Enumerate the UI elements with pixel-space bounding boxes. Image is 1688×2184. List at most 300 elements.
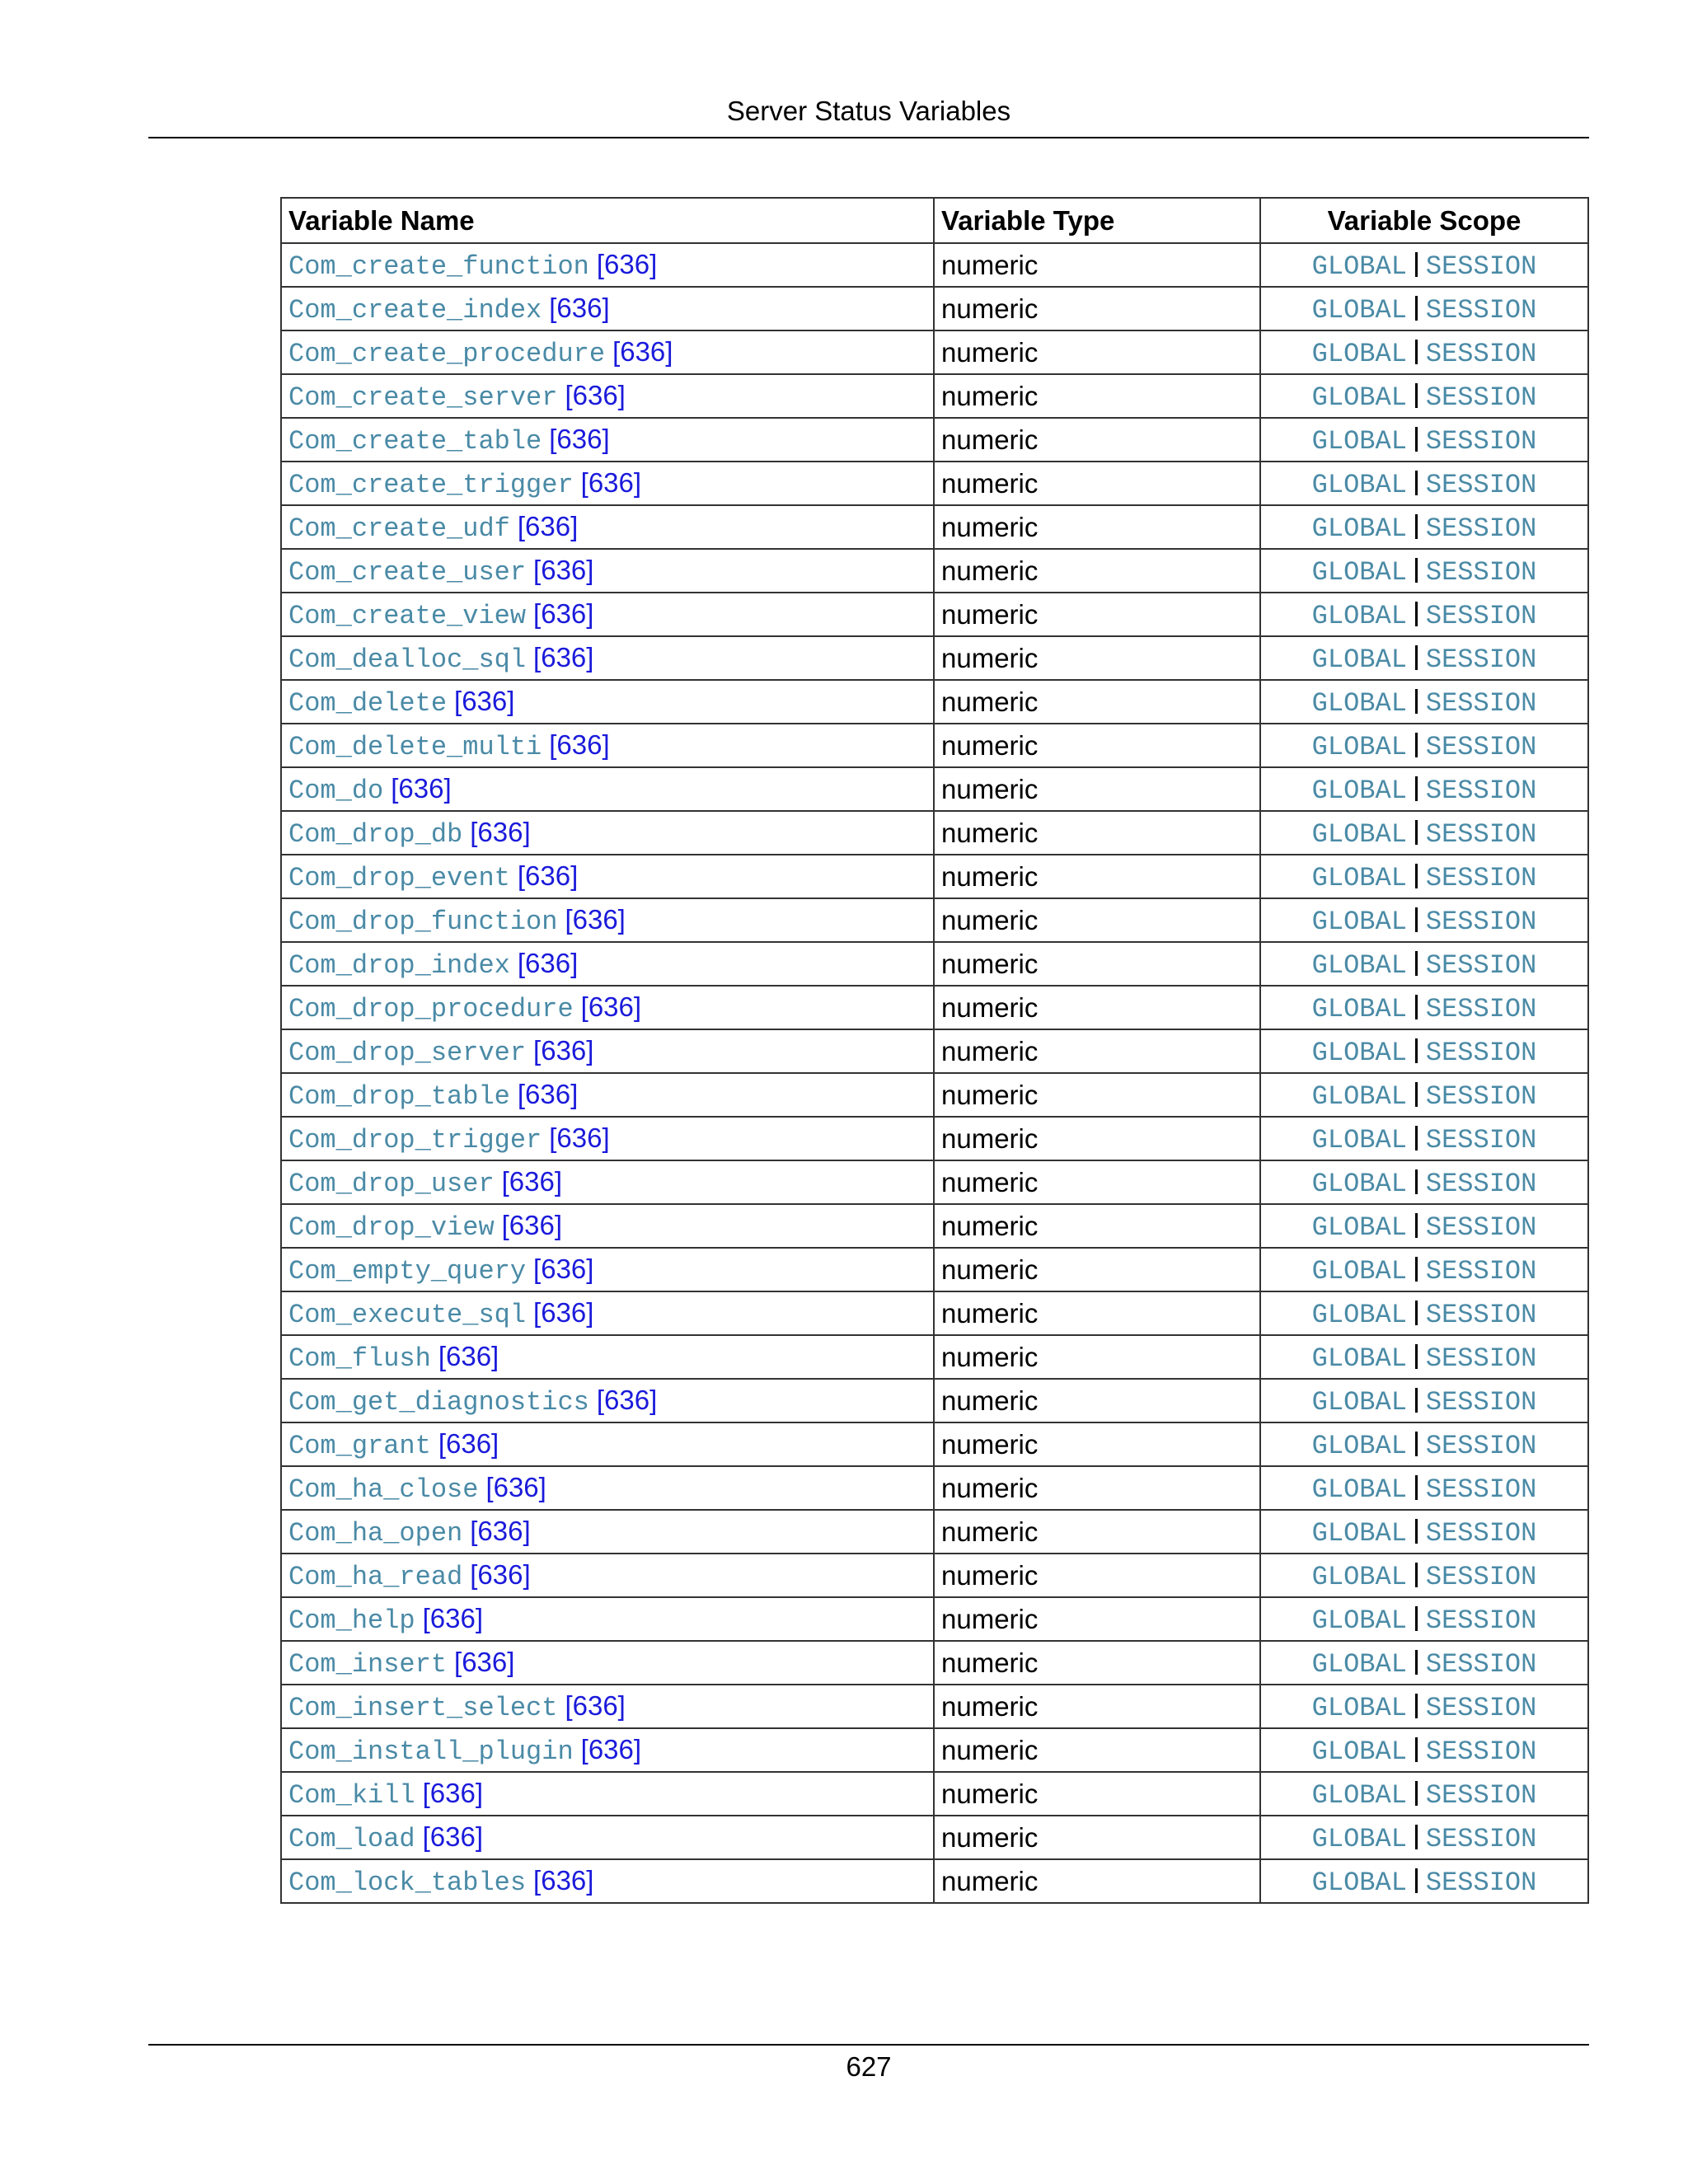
variable-name-cell [281, 1117, 934, 1160]
scope-separator [1415, 296, 1418, 321]
variable-name-link[interactable]: Com_install_plugin [288, 1736, 574, 1767]
variable-type-cell: numeric [934, 1029, 1260, 1073]
scope-global-link[interactable]: GLOBAL [1311, 949, 1407, 981]
page-reference-link[interactable]: [636] [612, 335, 673, 367]
variable-name-link[interactable]: Com_drop_index [288, 949, 510, 981]
variable-type-cell: numeric [934, 1073, 1260, 1117]
scope-global-link[interactable]: GLOBAL [1311, 775, 1407, 806]
variable-type-cell: numeric [934, 1772, 1260, 1816]
scope-session-link[interactable]: SESSION [1425, 1080, 1537, 1112]
variable-type-cell: numeric [934, 330, 1260, 374]
variable-name-cell [281, 549, 934, 593]
scope-separator [1415, 645, 1418, 670]
page-reference-link[interactable]: [636] [580, 466, 642, 498]
variable-name-link[interactable]: Com_create_view [288, 600, 527, 631]
table-row [281, 1073, 1588, 1117]
scope-session-link[interactable]: SESSION [1425, 1430, 1537, 1461]
variable-type-cell: numeric [934, 1816, 1260, 1859]
scope-separator [1415, 907, 1418, 932]
scope-global-link[interactable]: GLOBAL [1311, 1430, 1407, 1461]
variable-name-link[interactable]: Com_create_user [288, 556, 527, 588]
variable-name-cell [281, 1422, 934, 1466]
variable-scope-cell [1260, 1073, 1588, 1117]
scope-separator [1415, 1082, 1418, 1107]
variable-type-cell: numeric [934, 767, 1260, 811]
variable-scope-cell [1260, 1248, 1588, 1291]
variable-scope-cell [1260, 1685, 1588, 1728]
table-row [281, 855, 1588, 898]
page-reference-link[interactable]: [636] [565, 379, 626, 410]
variable-name-link[interactable]: Com_load [288, 1823, 415, 1854]
variable-type-cell: numeric [934, 549, 1260, 593]
scope-session-link[interactable]: SESSION [1425, 1212, 1537, 1243]
variable-scope-cell [1260, 1510, 1588, 1554]
scope-session-link[interactable]: SESSION [1425, 1474, 1537, 1505]
scope-global-link[interactable]: GLOBAL [1311, 1823, 1407, 1854]
scope-global-link[interactable]: GLOBAL [1311, 382, 1407, 413]
variable-name-link[interactable]: Com_insert [288, 1648, 448, 1680]
scope-global-link[interactable]: GLOBAL [1311, 1692, 1407, 1723]
table-row [281, 1160, 1588, 1204]
page-reference-link[interactable]: [636] [391, 772, 452, 804]
page-reference-link[interactable]: [636] [533, 641, 594, 673]
table-row [281, 1029, 1588, 1073]
page-reference-link[interactable]: [636] [596, 1384, 658, 1415]
variable-type-cell: numeric [934, 1379, 1260, 1422]
page-reference-link[interactable]: [636] [517, 1078, 579, 1109]
scope-session-link[interactable]: SESSION [1425, 294, 1537, 326]
scope-separator [1415, 1868, 1418, 1893]
scope-global-link[interactable]: GLOBAL [1311, 338, 1407, 369]
page-reference-link[interactable]: [636] [438, 1427, 499, 1459]
scope-session-link[interactable]: SESSION [1425, 1823, 1537, 1854]
variable-name-link[interactable]: Com_delete_multi [288, 731, 542, 762]
variable-name-cell [281, 855, 934, 898]
scope-separator [1415, 1257, 1418, 1282]
variable-name-cell [281, 724, 934, 767]
page-reference-link[interactable]: [636] [549, 292, 610, 323]
scope-global-link[interactable]: GLOBAL [1311, 906, 1407, 937]
scope-session-link[interactable]: SESSION [1425, 644, 1537, 675]
variable-name-cell [281, 1204, 934, 1248]
variable-type-cell: numeric [934, 1597, 1260, 1641]
scope-session-link[interactable]: SESSION [1425, 1255, 1537, 1286]
page-reference-link[interactable]: [636] [549, 423, 610, 454]
variable-name-link[interactable]: Com_drop_table [288, 1080, 510, 1112]
variable-scope-cell [1260, 1379, 1588, 1422]
variable-name-link[interactable]: Com_create_procedure [288, 338, 606, 369]
variable-name-cell [281, 1816, 934, 1859]
page-reference-link[interactable]: [636] [533, 598, 594, 629]
variable-scope-cell [1260, 505, 1588, 549]
variable-name-cell [281, 767, 934, 811]
scope-global-link[interactable]: GLOBAL [1311, 1561, 1407, 1592]
scope-global-link[interactable]: GLOBAL [1311, 862, 1407, 893]
table-row [281, 1728, 1588, 1772]
scope-separator [1415, 602, 1418, 626]
table-row [281, 680, 1588, 724]
scope-session-link[interactable]: SESSION [1425, 906, 1537, 937]
table-row [281, 418, 1588, 462]
variable-name-cell [281, 1597, 934, 1641]
scope-separator [1415, 1388, 1418, 1413]
scope-session-link[interactable]: SESSION [1425, 425, 1537, 457]
variable-scope-cell [1260, 855, 1588, 898]
scope-global-link[interactable]: GLOBAL [1311, 600, 1407, 631]
variable-name-link[interactable]: Com_drop_user [288, 1168, 495, 1199]
scope-session-link[interactable]: SESSION [1425, 1037, 1537, 1068]
page-reference-link[interactable]: [636] [501, 1209, 563, 1240]
column-header-variable-name: Variable Name [281, 198, 934, 243]
variable-scope-cell [1260, 811, 1588, 855]
variable-name-link[interactable]: Com_delete [288, 687, 448, 719]
variable-name-link[interactable]: Com_drop_function [288, 906, 558, 937]
page-reference-link[interactable]: [636] [422, 1821, 484, 1852]
variable-name-link[interactable]: Com_create_index [288, 294, 542, 326]
scope-separator [1415, 1169, 1418, 1194]
variable-scope-cell [1260, 418, 1588, 462]
variable-type-cell: numeric [934, 1641, 1260, 1685]
table-row [281, 1510, 1588, 1554]
page-reference-link[interactable]: [636] [533, 1034, 594, 1066]
variable-name-link[interactable]: Com_create_udf [288, 513, 510, 544]
scope-session-link[interactable]: SESSION [1425, 1517, 1537, 1549]
table-row [281, 1117, 1588, 1160]
scope-global-link[interactable]: GLOBAL [1311, 1474, 1407, 1505]
scope-global-link[interactable]: GLOBAL [1311, 1080, 1407, 1112]
variable-name-link[interactable]: Com_ha_read [288, 1561, 463, 1592]
variable-name-cell [281, 680, 934, 724]
table-row [281, 1554, 1588, 1597]
variable-scope-cell [1260, 330, 1588, 374]
variable-name-link[interactable]: Com_do [288, 775, 384, 806]
scope-separator [1415, 864, 1418, 888]
variable-scope-cell [1260, 1728, 1588, 1772]
table-row [281, 330, 1588, 374]
variable-scope-cell [1260, 1554, 1588, 1597]
variable-name-cell [281, 1728, 934, 1772]
variable-name-link[interactable]: Com_get_diagnostics [288, 1386, 589, 1418]
scope-global-link[interactable]: GLOBAL [1311, 1736, 1407, 1767]
variable-type-cell: numeric [934, 1422, 1260, 1466]
table-row [281, 374, 1588, 418]
scope-global-link[interactable]: GLOBAL [1311, 556, 1407, 588]
page-reference-link[interactable]: [636] [517, 510, 579, 541]
scope-separator [1415, 1563, 1418, 1587]
page-reference-link[interactable]: [636] [454, 685, 515, 716]
variable-name-link[interactable]: Com_execute_sql [288, 1299, 527, 1330]
scope-session-link[interactable]: SESSION [1425, 1736, 1537, 1767]
table-row [281, 1641, 1588, 1685]
variable-name-cell [281, 1554, 934, 1597]
table-row [281, 1379, 1588, 1422]
scope-session-link[interactable]: SESSION [1425, 1779, 1537, 1811]
page-reference-link[interactable]: [636] [485, 1471, 546, 1502]
scope-session-link[interactable]: SESSION [1425, 687, 1537, 719]
table-row [281, 1335, 1588, 1379]
variable-type-cell: numeric [934, 1117, 1260, 1160]
scope-global-link[interactable]: GLOBAL [1311, 731, 1407, 762]
table-row [281, 811, 1588, 855]
table-row [281, 462, 1588, 505]
variable-scope-cell [1260, 1859, 1588, 1903]
variable-name-link[interactable]: Com_create_table [288, 425, 542, 457]
table-row [281, 549, 1588, 593]
page-reference-link[interactable]: [636] [580, 1733, 642, 1765]
scope-global-link[interactable]: GLOBAL [1311, 1299, 1407, 1330]
page-reference-link[interactable]: [636] [549, 1122, 610, 1153]
scope-session-link[interactable]: SESSION [1425, 993, 1537, 1024]
variable-name-cell [281, 505, 934, 549]
scope-global-link[interactable]: GLOBAL [1311, 294, 1407, 326]
page-reference-link[interactable]: [636] [517, 860, 579, 891]
table-row [281, 1772, 1588, 1816]
scope-session-link[interactable]: SESSION [1425, 1124, 1537, 1155]
variable-name-link[interactable]: Com_kill [288, 1779, 415, 1811]
variable-type-cell: numeric [934, 1466, 1260, 1510]
variable-type-cell: numeric [934, 1335, 1260, 1379]
variable-scope-cell [1260, 1117, 1588, 1160]
table-row [281, 1597, 1588, 1641]
scope-global-link[interactable]: GLOBAL [1311, 1212, 1407, 1243]
variable-name-cell [281, 1859, 934, 1903]
variable-type-cell: numeric [934, 680, 1260, 724]
variable-name-link[interactable]: Com_empty_query [288, 1255, 527, 1286]
variable-name-cell [281, 418, 934, 462]
scope-session-link[interactable]: SESSION [1425, 1299, 1537, 1330]
scope-global-link[interactable]: GLOBAL [1311, 1255, 1407, 1286]
variable-name-link[interactable]: Com_ha_open [288, 1517, 463, 1549]
variable-name-cell [281, 1772, 934, 1816]
variable-name-cell [281, 942, 934, 986]
page-reference-link[interactable]: [636] [533, 554, 594, 585]
table-row [281, 593, 1588, 636]
page-reference-link[interactable]: [636] [438, 1340, 499, 1371]
scope-global-link[interactable]: GLOBAL [1311, 687, 1407, 719]
table-row [281, 287, 1588, 330]
scope-global-link[interactable]: GLOBAL [1311, 1648, 1407, 1680]
scope-session-link[interactable]: SESSION [1425, 469, 1537, 500]
scope-session-link[interactable]: SESSION [1425, 600, 1537, 631]
variable-type-cell: numeric [934, 593, 1260, 636]
scope-separator [1415, 689, 1418, 714]
variable-type-cell: numeric [934, 1160, 1260, 1204]
scope-global-link[interactable]: GLOBAL [1311, 1779, 1407, 1811]
table-row [281, 898, 1588, 942]
page-reference-link[interactable]: [636] [596, 248, 658, 279]
scope-separator [1415, 1301, 1418, 1325]
scope-session-link[interactable]: SESSION [1425, 949, 1537, 981]
variable-name-link[interactable]: Com_drop_event [288, 862, 510, 893]
scope-separator [1415, 1432, 1418, 1456]
page-reference-link[interactable]: [636] [517, 947, 579, 978]
scope-separator [1415, 995, 1418, 1019]
variable-name-link[interactable]: Com_flush [288, 1343, 431, 1374]
page-reference-link[interactable]: [636] [533, 1864, 594, 1896]
table-row [281, 1422, 1588, 1466]
variable-name-link[interactable]: Com_drop_server [288, 1037, 527, 1068]
variable-name-cell [281, 1248, 934, 1291]
variable-scope-cell [1260, 1204, 1588, 1248]
page-reference-link[interactable]: [636] [565, 1690, 626, 1721]
page-reference-link[interactable]: [636] [549, 729, 610, 760]
scope-separator [1415, 1606, 1418, 1631]
header-divider [148, 137, 1589, 138]
variable-scope-cell [1260, 1029, 1588, 1073]
variable-name-cell [281, 1641, 934, 1685]
page-reference-link[interactable]: [636] [470, 816, 531, 847]
variable-type-cell: numeric [934, 1204, 1260, 1248]
scope-separator [1415, 471, 1418, 495]
table-row [281, 942, 1588, 986]
page-reference-link[interactable]: [636] [422, 1777, 484, 1808]
scope-global-link[interactable]: GLOBAL [1311, 1605, 1407, 1636]
variable-name-link[interactable]: Com_help [288, 1605, 415, 1636]
variable-name-link[interactable]: Com_drop_db [288, 818, 463, 850]
page-reference-link[interactable]: [636] [422, 1602, 484, 1633]
table-row [281, 243, 1588, 287]
variable-scope-cell [1260, 243, 1588, 287]
scope-session-link[interactable]: SESSION [1425, 731, 1537, 762]
scope-session-link[interactable]: SESSION [1425, 1168, 1537, 1199]
variable-type-cell: numeric [934, 374, 1260, 418]
scope-global-link[interactable]: GLOBAL [1311, 1343, 1407, 1374]
column-header-variable-type: Variable Type [934, 198, 1260, 243]
scope-session-link[interactable]: SESSION [1425, 1386, 1537, 1418]
page-reference-link[interactable]: [636] [470, 1558, 531, 1590]
page-reference-link[interactable]: [636] [533, 1296, 594, 1328]
table-row [281, 1248, 1588, 1291]
variable-name-link[interactable]: Com_drop_procedure [288, 993, 574, 1024]
table-row [281, 636, 1588, 680]
scope-session-link[interactable]: SESSION [1425, 1648, 1537, 1680]
page-reference-link[interactable]: [636] [565, 903, 626, 935]
variable-scope-cell [1260, 593, 1588, 636]
scope-separator [1415, 514, 1418, 539]
scope-global-link[interactable]: GLOBAL [1311, 993, 1407, 1024]
variable-scope-cell [1260, 1335, 1588, 1379]
scope-global-link[interactable]: GLOBAL [1311, 1386, 1407, 1418]
variable-name-link[interactable]: Com_dealloc_sql [288, 644, 527, 675]
scope-global-link[interactable]: GLOBAL [1311, 1168, 1407, 1199]
variable-name-cell [281, 374, 934, 418]
page-reference-link[interactable]: [636] [580, 991, 642, 1022]
variable-name-link[interactable]: Com_grant [288, 1430, 431, 1461]
table-row [281, 1466, 1588, 1510]
variable-type-cell: numeric [934, 462, 1260, 505]
scope-global-link[interactable]: GLOBAL [1311, 1517, 1407, 1549]
scope-session-link[interactable]: SESSION [1425, 382, 1537, 413]
scope-global-link[interactable]: GLOBAL [1311, 513, 1407, 544]
scope-global-link[interactable]: GLOBAL [1311, 1124, 1407, 1155]
variable-name-cell [281, 287, 934, 330]
scope-session-link[interactable]: SESSION [1425, 1867, 1537, 1898]
variable-name-link[interactable]: Com_lock_tables [288, 1867, 527, 1898]
scope-global-link[interactable]: GLOBAL [1311, 425, 1407, 457]
scope-session-link[interactable]: SESSION [1425, 1692, 1537, 1723]
variable-name-cell [281, 462, 934, 505]
variable-scope-cell [1260, 1816, 1588, 1859]
variable-scope-cell [1260, 767, 1588, 811]
variable-name-cell [281, 1510, 934, 1554]
page-reference-link[interactable]: [636] [533, 1253, 594, 1284]
variable-name-cell [281, 986, 934, 1029]
variable-type-cell: numeric [934, 1510, 1260, 1554]
scope-session-link[interactable]: SESSION [1425, 513, 1537, 544]
variable-type-cell: numeric [934, 1248, 1260, 1291]
variable-type-cell: numeric [934, 418, 1260, 462]
variable-name-link[interactable]: Com_ha_close [288, 1474, 479, 1505]
variable-scope-cell [1260, 1772, 1588, 1816]
table-row [281, 1204, 1588, 1248]
variable-scope-cell [1260, 680, 1588, 724]
scope-global-link[interactable]: GLOBAL [1311, 1037, 1407, 1068]
scope-session-link[interactable]: SESSION [1425, 1561, 1537, 1592]
scope-session-link[interactable]: SESSION [1425, 775, 1537, 806]
page-number: 627 [846, 2051, 892, 2082]
variable-name-link[interactable]: Com_drop_trigger [288, 1124, 542, 1155]
scope-global-link[interactable]: GLOBAL [1311, 251, 1407, 282]
variable-scope-cell [1260, 287, 1588, 330]
variable-type-cell: numeric [934, 1685, 1260, 1728]
page-reference-link[interactable]: [636] [501, 1165, 563, 1197]
scope-session-link[interactable]: SESSION [1425, 251, 1537, 282]
scope-session-link[interactable]: SESSION [1425, 338, 1537, 369]
variable-name-cell [281, 1685, 934, 1728]
scope-separator [1415, 1213, 1418, 1238]
scope-global-link[interactable]: GLOBAL [1311, 1867, 1407, 1898]
scope-global-link[interactable]: GLOBAL [1311, 644, 1407, 675]
table-row [281, 767, 1588, 811]
variable-name-link[interactable]: Com_create_trigger [288, 469, 574, 500]
variable-name-link[interactable]: Com_insert_select [288, 1692, 558, 1723]
table-row [281, 986, 1588, 1029]
variable-name-link[interactable]: Com_create_server [288, 382, 558, 413]
variable-name-link[interactable]: Com_create_function [288, 251, 589, 282]
page-reference-link[interactable]: [636] [470, 1515, 531, 1546]
scope-session-link[interactable]: SESSION [1425, 862, 1537, 893]
variable-name-cell [281, 1073, 934, 1117]
table-header [281, 198, 1588, 243]
variable-scope-cell [1260, 462, 1588, 505]
scope-separator [1415, 1344, 1418, 1369]
variable-name-link[interactable]: Com_drop_view [288, 1212, 495, 1243]
scope-global-link[interactable]: GLOBAL [1311, 818, 1407, 850]
variable-name-cell [281, 1335, 934, 1379]
page-reference-link[interactable]: [636] [454, 1646, 515, 1677]
scope-separator [1415, 1781, 1418, 1806]
variable-scope-cell [1260, 986, 1588, 1029]
table-header-row [281, 198, 1588, 243]
scope-global-link[interactable]: GLOBAL [1311, 469, 1407, 500]
scope-session-link[interactable]: SESSION [1425, 1343, 1537, 1374]
variable-name-cell [281, 1029, 934, 1073]
scope-session-link[interactable]: SESSION [1425, 1605, 1537, 1636]
scope-separator [1415, 558, 1418, 583]
variable-type-cell: numeric [934, 811, 1260, 855]
scope-session-link[interactable]: SESSION [1425, 556, 1537, 588]
variable-type-cell: numeric [934, 898, 1260, 942]
scope-separator [1415, 1126, 1418, 1151]
scope-separator [1415, 252, 1418, 277]
table-row [281, 505, 1588, 549]
page-header-title: Server Status Variables [726, 96, 1011, 126]
variable-scope-cell [1260, 1422, 1588, 1466]
variable-name-cell [281, 243, 934, 287]
scope-separator [1415, 733, 1418, 757]
variable-scope-cell [1260, 1291, 1588, 1335]
scope-session-link[interactable]: SESSION [1425, 818, 1537, 850]
